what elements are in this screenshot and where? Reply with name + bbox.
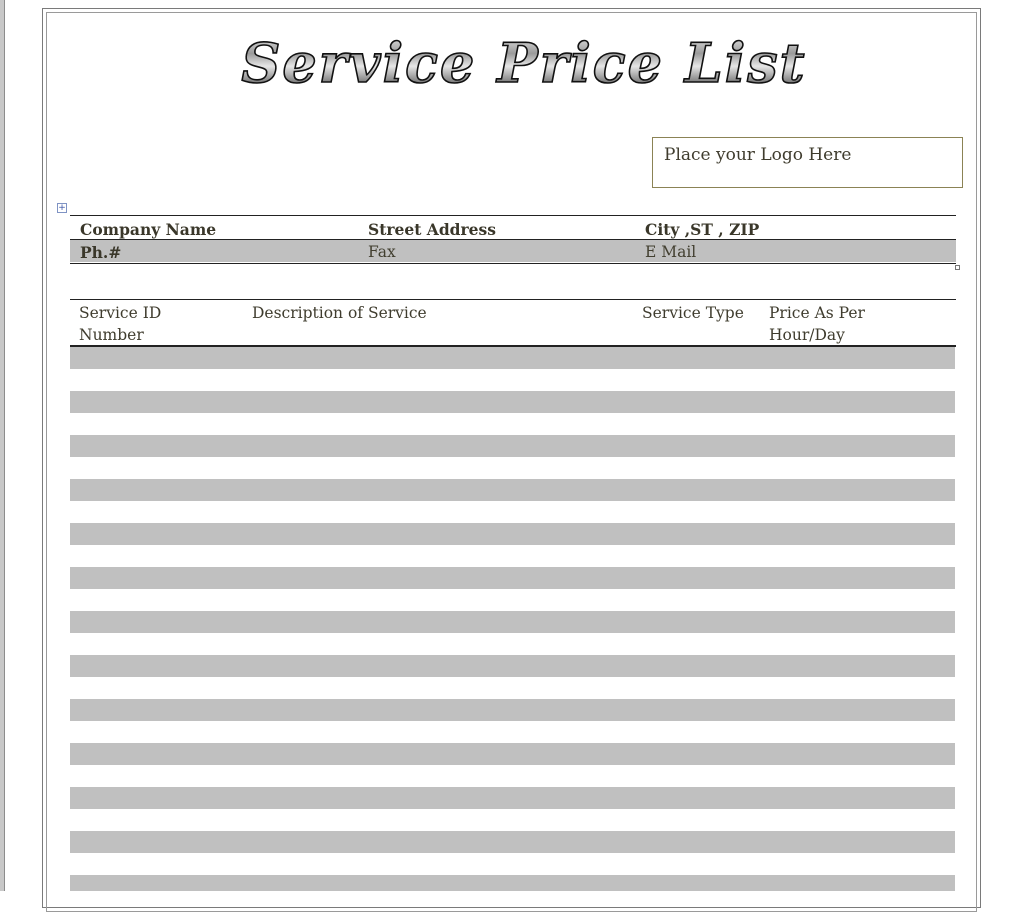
table-resize-handle[interactable] [955, 265, 960, 270]
table-row[interactable] [70, 853, 955, 875]
table-row[interactable] [70, 875, 955, 891]
table-row[interactable] [70, 743, 955, 765]
table-row[interactable] [70, 589, 955, 611]
table-row[interactable] [70, 809, 955, 831]
logo-placeholder-text: Place your Logo Here [664, 145, 852, 165]
table-row[interactable] [70, 787, 955, 809]
table-row[interactable] [70, 677, 955, 699]
city-state-zip-field[interactable]: City ,ST , ZIP [645, 220, 760, 239]
price-table-top-rule [70, 299, 956, 300]
info-table-top-rule [70, 215, 956, 216]
column-header-price: Price As Per Hour/Day [769, 304, 865, 344]
table-row[interactable] [70, 721, 955, 743]
document-title: Service Price List [241, 31, 807, 95]
table-row[interactable] [70, 831, 955, 853]
document-title-wordart [241, 24, 807, 102]
column-header-service-id: Service ID Number [79, 304, 162, 344]
column-header-description: Description of Service [252, 304, 427, 322]
email-field[interactable]: E Mail [645, 243, 697, 261]
table-row[interactable] [70, 611, 955, 633]
column-header-service-type: Service Type [642, 304, 744, 322]
table-row[interactable] [70, 523, 955, 545]
phone-field[interactable]: Ph.# [80, 243, 122, 262]
fax-field[interactable]: Fax [368, 243, 396, 261]
table-row[interactable] [70, 369, 955, 391]
table-row[interactable] [70, 765, 955, 787]
window-left-edge [0, 0, 5, 891]
table-row[interactable] [70, 479, 955, 501]
table-row[interactable] [70, 435, 955, 457]
table-move-handle-icon[interactable]: + [58, 203, 66, 213]
table-row[interactable] [70, 501, 955, 523]
table-row[interactable] [70, 545, 955, 567]
table-row[interactable] [70, 347, 955, 369]
company-info-row-1 [70, 217, 956, 239]
company-info-row-2 [70, 240, 956, 262]
logo-placeholder[interactable] [652, 137, 963, 188]
table-row[interactable] [70, 655, 955, 677]
info-table-bottom-rule [70, 263, 956, 264]
street-address-field[interactable]: Street Address [368, 220, 496, 239]
table-row[interactable] [70, 633, 955, 655]
table-row[interactable] [70, 699, 955, 721]
table-row[interactable] [70, 391, 955, 413]
table-row[interactable] [70, 567, 955, 589]
company-name-field[interactable]: Company Name [80, 220, 217, 239]
table-row[interactable] [70, 413, 955, 435]
table-row[interactable] [70, 457, 955, 479]
